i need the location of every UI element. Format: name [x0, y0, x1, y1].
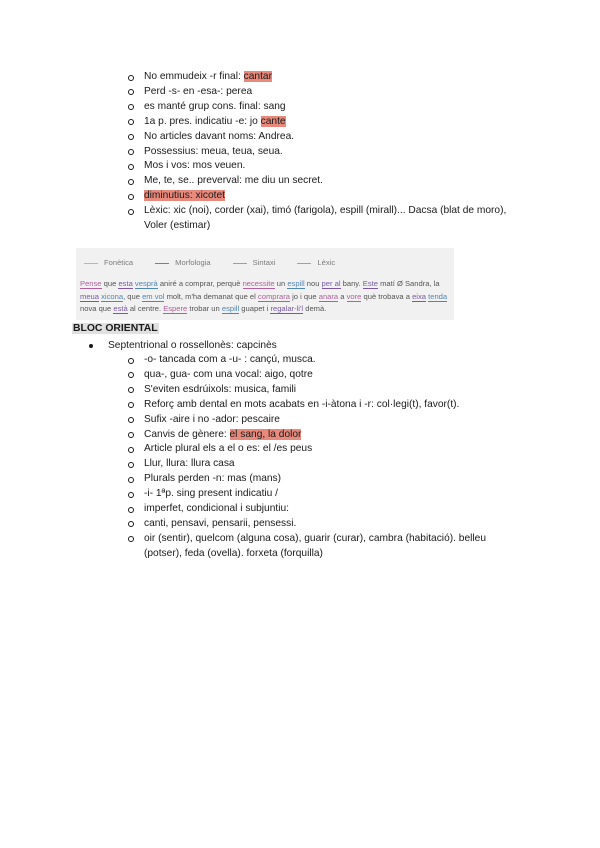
- annotated-word: Este: [362, 279, 378, 288]
- sample-text-segment: què trobava a: [361, 291, 413, 301]
- list-item: [128, 130, 508, 145]
- annotated-word: anara: [318, 291, 339, 301]
- list-item: [128, 487, 508, 502]
- sample-text-segment: guapet i: [239, 304, 271, 314]
- list-item: [128, 189, 508, 204]
- rossellones-features-list: [128, 353, 508, 562]
- list-item: [128, 70, 508, 85]
- list-item-text: No articles davant noms: Andrea.: [144, 130, 295, 142]
- list-item-text: oir (sentir), quelcom (alguna cosa), guarir (curar), cambra (habitació). belleu (potser), feda (ovella). forxeta (forquilla): [144, 532, 486, 559]
- sample-text-segment: , que: [123, 291, 143, 301]
- legend: [84, 258, 357, 267]
- legend-label: Sintaxi: [252, 258, 276, 267]
- list-item: [128, 159, 508, 174]
- list-item: [128, 353, 508, 368]
- highlighted-text: cante: [260, 115, 286, 127]
- highlighted-text: diminutius: xicotet: [144, 190, 225, 202]
- annotated-sample-text: [80, 278, 452, 316]
- legend-swatch: [155, 263, 169, 264]
- legend-swatch: [84, 263, 98, 264]
- sample-text-segment: trobar un: [187, 304, 222, 314]
- list-item: [128, 442, 508, 457]
- list-item: [128, 502, 508, 517]
- legend-swatch: [233, 263, 247, 264]
- list-item: [128, 413, 508, 428]
- list-item: [128, 517, 508, 532]
- sample-text-segment: un: [274, 279, 288, 288]
- legend-label: Fonètica: [104, 258, 134, 267]
- sample-text-segment: aniré a comprar, perquè: [157, 279, 243, 288]
- list-item: [128, 368, 508, 383]
- list-item-text: imperfet, condicional i subjuntiu:: [144, 503, 289, 515]
- annotated-word: vore: [346, 291, 362, 301]
- list-item-text: Sufix -aire i no -ador: pescaire: [144, 413, 280, 425]
- sample-text-segment: que: [101, 279, 119, 288]
- sample-text-segment: a: [338, 291, 347, 301]
- list-item-text: Reforç amb dental en mots acabats en -i-àtona i -r: col·legi(t), favor(t).: [144, 398, 460, 410]
- list-item-text: -o- tancada com a -u- : cançú, musca.: [144, 354, 316, 365]
- legend-item: [297, 258, 335, 267]
- list-item: [128, 398, 508, 413]
- sample-text-segment: nova que: [80, 304, 114, 314]
- list-item: [128, 145, 508, 160]
- list-item-text: qua-, gua- com una vocal: aigo, qotre: [144, 368, 313, 380]
- annotated-word: regalar-li'l: [270, 304, 304, 314]
- valencian-features-list: [128, 70, 508, 234]
- legend-item: [233, 258, 276, 267]
- legend-item: [84, 258, 133, 267]
- annotated-word: tenda: [428, 291, 448, 301]
- list-item: [128, 174, 508, 189]
- section-heading: BLOC ORIENTAL: [73, 323, 158, 334]
- list-item-text: 1a p. pres. indicatiu -e: jo: [144, 115, 261, 127]
- sample-text-segment: nou: [304, 279, 322, 288]
- annotated-word: xicona: [101, 291, 124, 301]
- annotated-word: eixa: [412, 291, 426, 301]
- list-item: [128, 85, 508, 100]
- list-item: [128, 457, 508, 472]
- annotated-word: espill: [287, 279, 305, 288]
- sample-text-segment: jo i que: [290, 291, 319, 301]
- list-item-text: Perd -s- en -esa-: perea: [144, 85, 253, 97]
- list-item-text: Possessius: meua, teua, seua.: [144, 145, 283, 157]
- annotated-word: Espere: [163, 304, 188, 314]
- annotated-word: em vol: [142, 291, 165, 301]
- annotated-word: meua: [80, 291, 99, 301]
- sample-text-segment: demà.: [303, 304, 327, 314]
- highlighted-text: el sang, la dolor: [229, 428, 302, 440]
- annotated-word: necessite: [242, 279, 275, 288]
- annotated-word: Pense: [80, 279, 102, 288]
- annotated-word: esta: [118, 279, 133, 288]
- annotated-word: per al: [321, 279, 341, 288]
- annotated-word: vesprà: [134, 279, 158, 288]
- list-item-text: es manté grup cons. final: sang: [144, 100, 286, 112]
- list-item: [128, 532, 508, 562]
- main-list-item: Septentrional o rossellonès: capcinès: [88, 339, 277, 354]
- list-item: [128, 472, 508, 487]
- list-item-text: S'eviten esdrúixols: musica, famili: [144, 383, 296, 395]
- legend-item: [155, 258, 210, 267]
- legend-label: Morfologia: [175, 258, 211, 267]
- legend-swatch: [297, 263, 311, 264]
- annotated-word: comprara: [257, 291, 290, 301]
- list-item-text: canti, pensavi, pensarii, pensessi.: [144, 517, 297, 529]
- list-item-text: Plurals perden -n: mas (mans): [144, 473, 282, 485]
- list-item-text: No emmudeix -r final:: [144, 71, 244, 82]
- annotated-example-image: [76, 248, 454, 320]
- list-item-text: Lèxic: xic (noi), corder (xai), timó (farigola), espill (mirall)... Dacsa (blat de moro), Voler (estimar): [144, 205, 507, 232]
- highlighted-text: cantar: [243, 71, 272, 82]
- dialect-list: [88, 339, 277, 354]
- annotated-word: està: [113, 304, 128, 314]
- list-item: [128, 115, 508, 130]
- list-item-text: -i- 1ªp. sing present indicatiu /: [144, 488, 279, 500]
- list-item-text: Canvis de gènere:: [144, 428, 230, 440]
- list-item: [128, 383, 508, 398]
- annotated-word: espill: [221, 304, 240, 314]
- sample-text-segment: bany.: [340, 279, 363, 288]
- sample-text-segment: al centre.: [127, 304, 164, 314]
- sample-text-segment: molt, m'ha demanat que el: [164, 291, 258, 301]
- list-item-text: Mos i vos: mos veuen.: [144, 160, 246, 172]
- list-item: [128, 204, 508, 234]
- sample-text-segment: matí Ø Sandra, la: [377, 279, 440, 288]
- legend-label: Lèxic: [317, 258, 336, 267]
- list-item-text: Article plural els a el o es: el /es peus: [144, 443, 313, 455]
- list-item: [128, 428, 508, 443]
- list-item-text: Llur, llura: llura casa: [144, 458, 235, 470]
- list-item-text: Me, te, se.. preverval: me diu un secret.: [144, 175, 323, 187]
- list-item: [128, 100, 508, 115]
